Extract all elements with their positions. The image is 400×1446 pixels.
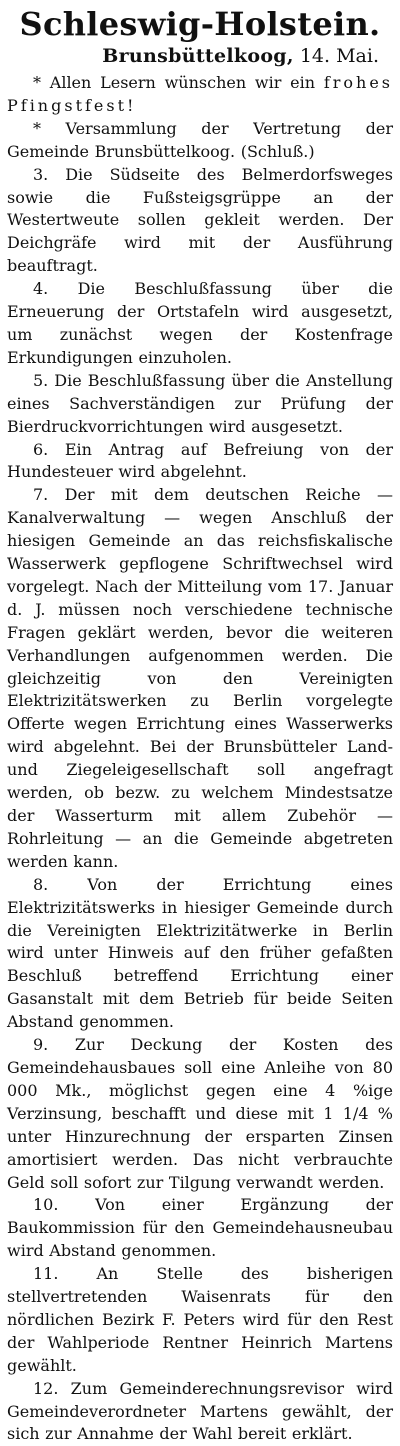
greeting-text: * Allen Lesern wünschen wir ein: [33, 73, 316, 92]
paragraph-item-9: 9. Zur Deckung der Kosten des Gemeindehausbaues soll eine Anleihe von 80 000 Mk., möglichst gegen eine 4 %ige Verzinsung, beschafft und diese mit 1 1/4 % unter Hinzurechnung der ersparten Zinsen amortisiert werden. Das nicht verbrauchte Geld soll sofort zur Tilgung verwandt werden.: [7, 1035, 393, 1192]
greeting-spaced-text: frohes Pfingstfest!: [7, 73, 394, 115]
headline: Schleswig-Holstein.: [19, 5, 381, 43]
paragraph-item-12: 12. Zum Gemeinderechnungsrevisor wird Gemeindeverordneter Martens gewählt, der sich zur Annahme der Wahl bereit erklärt.: [7, 1378, 393, 1444]
paragraph-item-4: 4. Die Beschlußfassung über die Erneuerung der Ortstafeln wird ausgesetzt, um zunächst wegen der Kostenfrage Erkundigungen einzuholen.: [7, 279, 393, 367]
paragraph-item-11: 11. An Stelle des bisherigen stellvertretenden Waisenrats für den nördlichen Bezirk F. Peters wird für den Rest der Wahlperiode Rentner Heinrich Martens gewählt.: [7, 1264, 393, 1375]
paragraph-intro: * Versammlung der Vertretung der Gemeinde Brunsbüttelkoog. (Schluß.): [7, 118, 393, 161]
paragraph-item-3: 3. Die Südseite des Belmerdorfsweges sowie die Fußsteigsgrüppe an der Westertweute sollen gekleit werden. Der Deichgräfe wird mit der Ausführung beauftragt.: [7, 164, 393, 276]
paragraph-item-8: 8. Von der Errichtung eines Elektrizitätswerks in hiesiger Gemeinde durch die Vereinigten Elektrizitätwerke in Berlin wird unter Hinweis auf den früher gefaßten Beschluß betreffend Errichtung einer Gasanstalt mit dem Betrieb für beide Seiten Abstand genommen.: [7, 874, 393, 1032]
paragraph-item-10: 10. Von einer Ergänzung der Baukommission für den Gemeindehausneubau wird Abstand genommen.: [7, 1195, 393, 1261]
paragraph-item-7: 7. Der mit dem deutschen Reiche — Kanalverwaltung — wegen Anschluß der hiesigen Gemeinde an das reichsfiskalische Wasserwerk gepflogene Schriftwechsel wird vorgelegt. Nach der Mitteilung vom 17. Januar d. J. müssen noch verschiedene technische Fragen geklärt werden, bevor die weiteren Verhandlungen aufgenommen werden. Die gleichzeitig von den Vereinigten Elektrizitätswerken zu Berlin vorgelegte Offerte wegen Errichtung eines Wasserwerks wird abgelehnt. Bei der Brunsbütteler Land- und Ziegeleigesellschaft soll angefragt werden, ob bezw. zu welchem Mindestsatze der Wasserturm mit allem Zubehör — Rohrleitung — an die Gemeinde abgetreten werden kann.: [7, 485, 393, 871]
paragraph-item-6: 6. Ein Antrag auf Befreiung von der Hundesteuer wird abgelehnt.: [7, 439, 393, 482]
dateline: [7, 44, 393, 68]
dateline-date: 14. Mai.: [299, 45, 379, 67]
dateline-place: Brunsbüttelkoog,: [102, 45, 294, 67]
paragraph-item-5: 5. Die Beschlußfassung über die Anstellung eines Sachverständigen zur Prüfung der Bierdruckvorrichtungen wird ausgesetzt.: [7, 370, 393, 436]
greeting-paragraph: [7, 72, 393, 118]
